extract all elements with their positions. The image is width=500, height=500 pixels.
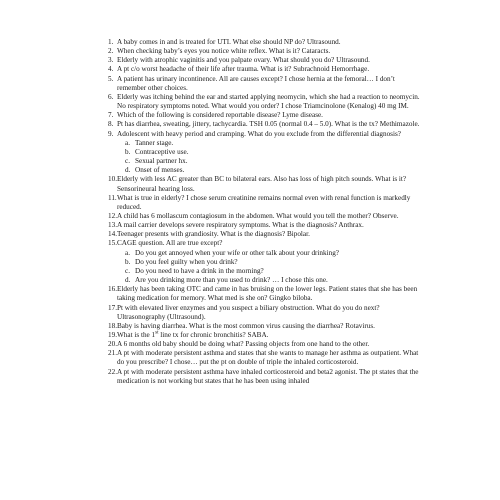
question-item — [108, 304, 424, 322]
question-text: Elderly with atrophic vaginitis and you palpate ovary. What should you do? Ultrasound. — [117, 56, 370, 65]
question-item — [108, 111, 424, 120]
question-text: A 6 months old baby should be doing what? Passing objects from one hand to the other. — [117, 340, 370, 349]
question-text: Pt has diarrhea, sweating, jittery, tachycardia. TSH 0.05 (normal 0.4 – 5.0). What is the tx? Methimazole. — [117, 120, 420, 129]
question-text: Elderly was itching behind the ear and started applying neomycin, which she had a reaction to neomycin. No respiratory symptoms noted. What would you order? I chose Triamcinolone (Kenalog) 40 mg IM. — [117, 92, 420, 111]
answer-option — [117, 267, 424, 276]
answer-option — [117, 166, 424, 175]
question-item — [108, 175, 424, 193]
option-letter: b. — [125, 147, 131, 156]
question-text: Baby is having diarrhea. What is the most common virus causing the diarrhea? Rotavirus. — [117, 321, 375, 330]
question-item — [108, 368, 424, 386]
question-number: 21. — [108, 349, 117, 358]
question-item — [108, 285, 424, 303]
question-text: CAGE question. All are true except? — [117, 239, 223, 248]
answer-options — [117, 139, 424, 176]
option-text: Do you feel guilty when you drink? — [135, 257, 238, 266]
option-text: Do you get annoyed when your wife or other talk about your drinking? — [135, 248, 339, 257]
option-letter: b. — [125, 257, 131, 266]
question-text: A patient has urinary incontinence. All are causes except? I chose hernia at the femoral… I don’t remember other choices. — [117, 74, 395, 92]
question-text: Which of the following is considered reportable disease? Lyme disease. — [117, 111, 323, 120]
question-item — [108, 349, 424, 367]
answer-option — [117, 258, 424, 267]
question-number: 5. — [108, 74, 114, 83]
question-list — [108, 38, 424, 386]
option-text: Tanner stage. — [135, 138, 174, 147]
question-item — [108, 239, 424, 285]
question-number: 22. — [108, 367, 117, 376]
answer-options — [117, 249, 424, 286]
question-number: 11. — [108, 193, 117, 202]
question-number: 14. — [108, 230, 117, 239]
question-number: 3. — [108, 56, 114, 65]
question-text: When checking baby’s eyes you notice white reflex. What is it? Cataracts. — [117, 47, 331, 56]
question-number: 15. — [108, 239, 117, 248]
question-text: Adolescent with heavy period and cramping. What do you exclude from the differential diagnosis? — [117, 129, 401, 138]
question-item — [108, 38, 424, 47]
question-number: 7. — [108, 111, 114, 120]
question-text: Elderly with less AC greater than BC to bilateral ears. Also has loss of high pitch sounds. What is it? Sensorineural hearing loss. — [117, 175, 407, 193]
option-letter: d. — [125, 276, 131, 285]
question-text: What is true in elderly? I chose serum creatinine remains normal even with renal function is markedly reduced. — [117, 193, 411, 211]
question-text: Teenager presents with grandiosity. What is the diagnosis? Bipolar. — [117, 230, 310, 239]
ordinal-superscript: st — [155, 330, 159, 336]
option-text: Onset of menses. — [135, 166, 185, 175]
option-text: Do you need to have a drink in the morning? — [135, 266, 264, 275]
question-text-part: What is the 1 — [117, 331, 156, 339]
question-text: A child has 6 mollascum contagiosum in the abdomen. What would you tell the mother? Observe. — [117, 211, 399, 220]
question-text: A baby comes in and is treated for UTI. What else should NP do? Ultrasound. — [117, 38, 341, 46]
question-text-part: line tx for chronic bronchitis? SABA. — [158, 331, 269, 339]
question-item — [108, 194, 424, 212]
question-number: 2. — [108, 47, 114, 56]
question-item — [108, 130, 424, 176]
question-item — [108, 56, 424, 65]
question-text: Pt with elevated liver enzymes and you suspect a biliary obstruction. What do you do next? Ultrasonography (Ultrasound). — [117, 303, 380, 321]
option-letter: c. — [125, 157, 130, 166]
question-text: Elderly has been taking OTC and came in has bruising on the lower legs. Patient states that she has been taking medication for memory. What med is she on? Gingko biloba. — [117, 285, 418, 303]
option-text: Are you drinking more than you used to drink? … I chose this one. — [135, 276, 328, 285]
option-letter: a. — [125, 138, 130, 147]
question-number: 10. — [108, 175, 117, 184]
answer-option — [117, 139, 424, 148]
question-item — [108, 75, 424, 93]
question-number: 20. — [108, 340, 117, 349]
question-number: 9. — [108, 129, 114, 138]
question-text — [117, 331, 268, 339]
question-item — [108, 340, 424, 349]
question-number: 18. — [108, 321, 117, 330]
option-text: Contraceptive use. — [135, 147, 189, 156]
option-text: Sexual partner hx. — [135, 157, 188, 166]
option-letter: a. — [125, 248, 130, 257]
question-number: 17. — [108, 303, 117, 312]
answer-option — [117, 249, 424, 258]
question-number: 19. — [108, 331, 117, 339]
question-item — [108, 212, 424, 221]
question-number: 12. — [108, 211, 117, 220]
document-page — [108, 38, 424, 386]
question-text: A pt with moderate persistent asthma have inhaled corticosteroid and beta2 agonist. The pt states that the medication is not working but states that he has been using inhaled — [117, 367, 419, 385]
question-item — [108, 65, 424, 74]
question-item — [108, 47, 424, 56]
question-number: 13. — [108, 221, 117, 230]
question-number: 8. — [108, 120, 114, 129]
question-item — [108, 120, 424, 129]
question-number: 16. — [108, 285, 117, 294]
question-item — [108, 93, 424, 111]
question-number: 6. — [108, 92, 114, 101]
answer-option — [117, 148, 424, 157]
question-text: A mail carrier develops severe respiratory symptoms. What is the diagnosis? Anthrax. — [117, 221, 364, 230]
question-item — [108, 331, 424, 340]
question-item — [108, 230, 424, 239]
question-number: 4. — [108, 65, 114, 74]
question-text: A pt c/o worst headache of their life after trauma. What is it? Subrachnoid Hemorrhage. — [117, 65, 370, 74]
answer-option — [117, 157, 424, 166]
answer-option — [117, 276, 424, 285]
option-letter: d. — [125, 166, 131, 175]
question-number: 1. — [108, 38, 114, 46]
option-letter: c. — [125, 266, 130, 275]
question-text: A pt with moderate persistent asthma and states that she wants to manage her asthma as outpatient. What do you prescribe? I chose… put the pt on double of triple the inhaled corticosteroid. — [117, 349, 419, 367]
question-item — [108, 221, 424, 230]
